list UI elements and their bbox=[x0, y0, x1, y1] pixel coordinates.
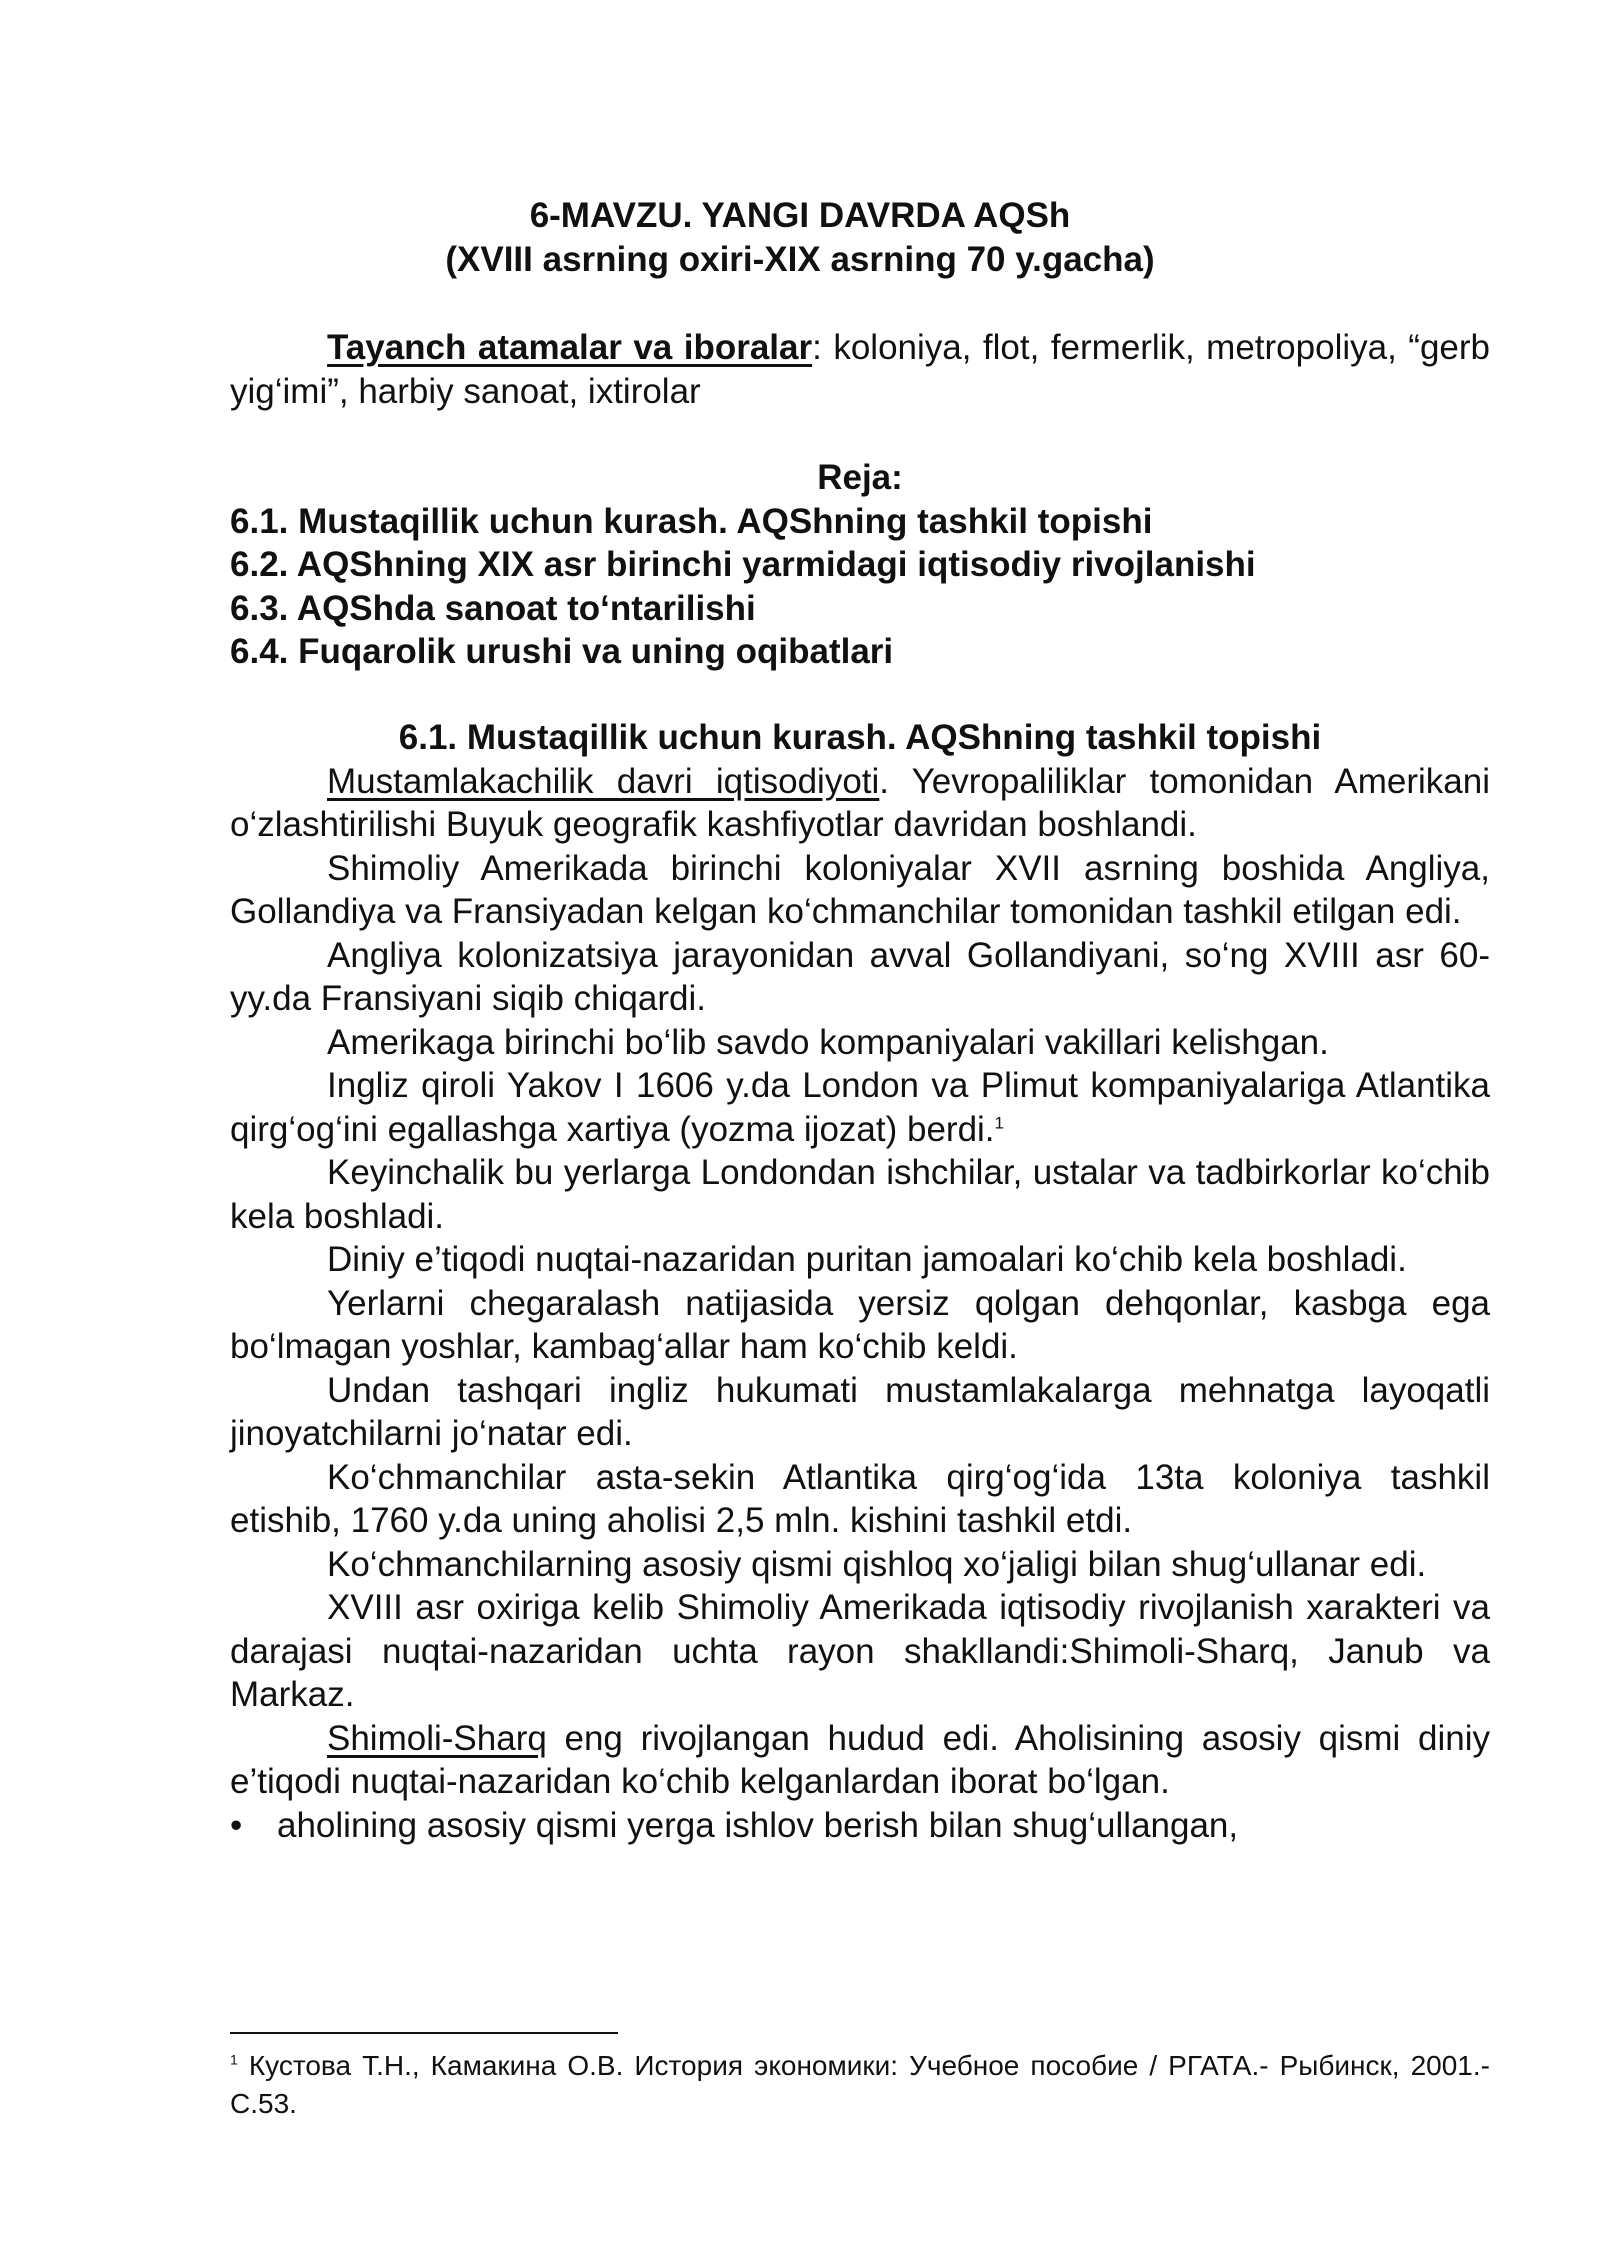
section-heading: 6.1. Mustaqillik uchun kurash. AQShning tashkil topishi bbox=[398, 718, 1322, 757]
keywords-label: Tayanch atamalar va iboralar bbox=[327, 328, 813, 367]
footnote-divider bbox=[230, 2032, 618, 2034]
p1-text: . Yevropaliliklar tomonidan Amerikani o‘zlashtirilishi Buyuk geografik kashfiyotlar davridan boshlandi. bbox=[230, 761, 1490, 844]
footnote-ref: 1 bbox=[994, 1112, 1004, 1132]
paragraph: Angliya kolonizatsiya jarayonidan avval Gollandiyani, so‘ng XVIII asr 60-yy.da Fransiyani siqib chiqardi. bbox=[230, 935, 1490, 1018]
paragraph: Undan tashqari ingliz hukumati mustamlakalarga mehnatga layoqatli jinoyatchilarni jo‘natar edi. bbox=[230, 1370, 1490, 1453]
paragraph: Diniy e’tiqodi nuqtai-nazaridan puritan jamoalari ko‘chib kela boshladi. bbox=[327, 1240, 1407, 1279]
paragraph: Yerlarni chegaralash natijasida yersiz qolgan dehqonlar, kasbga ega bo‘lmagan yoshlar, kambag‘allar ham ko‘chib keldi. bbox=[230, 1283, 1490, 1366]
plan-item-3: 6.3. AQShda sanoat to‘ntarilishi bbox=[230, 588, 756, 628]
plan-item-2: 6.2. AQShning XIX asr birinchi yarmidagi iqtisodiy rivojlanishi bbox=[230, 545, 1256, 584]
footnote bbox=[230, 2047, 1490, 2123]
paragraph: Ko‘chmanchilarning asosiy qismi qishloq xo‘jaligi bilan shug‘ullanar edi. bbox=[327, 1544, 1427, 1584]
keywords-text: : koloniya, flot, fermerlik, metropoliya, “gerb yig‘imi”, harbiy sanoat, ixtirolar bbox=[230, 328, 1491, 411]
plan-item-4: 6.4. Fuqarolik urushi va uning oqibatlari bbox=[230, 632, 894, 671]
section-body bbox=[230, 716, 1490, 1847]
paragraph: Shimoliy Amerikada birinchi koloniyalar XVII asrning boshida Angliya, Gollandiya va Fransiyadan kelgan ko‘chmanchilar tomonidan tashkil etilgan edi. bbox=[230, 848, 1490, 931]
paragraph bbox=[230, 1064, 1490, 1151]
bullet-text: aholining asosiy qismi yerga ishlov berish bilan shug‘ullangan, bbox=[277, 1805, 1239, 1845]
page-title bbox=[0, 194, 1600, 282]
paragraph bbox=[230, 1717, 1490, 1804]
plan-section bbox=[230, 456, 1490, 674]
paragraph bbox=[230, 760, 1490, 847]
bullet-item bbox=[230, 1804, 1490, 1848]
footnote-text: Кустова Т.Н., Камакина О.В. История экономики: Учебное пособие / РГАТА.- Рыбинск, 2001.- С.53. bbox=[230, 2050, 1490, 2119]
plan-item-1: 6.1. Mustaqillik uchun kurash. AQShning tashkil topishi bbox=[230, 501, 1153, 541]
p5-text: Ingliz qiroli Yakov I 1606 y.da London va Plimut kompaniyalariga Atlantika qirg‘og‘ini egallashga xartiya (yozma ijozat) berdi. bbox=[230, 1066, 1490, 1149]
paragraph: Ko‘chmanchilar asta-sekin Atlantika qirg‘og‘ida 13ta koloniya tashkil etishib, 1760 y.da uning aholisi 2,5 mln. kishini tashkil etdi. bbox=[230, 1457, 1490, 1540]
title-line-1: 6-MAVZU. YANGI DAVRDA AQSh bbox=[529, 196, 1071, 235]
title-line-2: (XVIII asrning oxiri-XIX asrning 70 y.gacha) bbox=[445, 240, 1155, 279]
p1-label: Mustamlakachilik davri iqtisodiyoti bbox=[327, 761, 880, 801]
paragraph: Keyinchalik bu yerlarga Londondan ishchilar, ustalar va tadbirkorlar ko‘chib kela boshladi. bbox=[230, 1153, 1490, 1236]
plan-heading: Reja: bbox=[817, 458, 903, 497]
paragraph: XVIII asr oxiriga kelib Shimoliy Amerikada iqtisodiy rivojlanish xarakteri va darajasi nuqtai-nazaridan uchta rayon shakllandi:Shimoli-Sharq, Janub va Markaz. bbox=[230, 1588, 1490, 1714]
bullet-icon: • bbox=[230, 1805, 243, 1845]
keywords-paragraph bbox=[230, 326, 1490, 413]
paragraph: Amerikaga birinchi bo‘lib savdo kompaniyalari vakillari kelishgan. bbox=[327, 1022, 1329, 1062]
p13-text: eng rivojlangan hudud edi. Aholisining asosiy qismi diniy e’tiqodi nuqtai-nazaridan ko‘chib kelganlardan iborat bo‘lgan. bbox=[230, 1718, 1490, 1801]
p13-label: Shimoli-Sharq bbox=[327, 1718, 547, 1758]
footnote-marker: 1 bbox=[230, 2051, 238, 2068]
